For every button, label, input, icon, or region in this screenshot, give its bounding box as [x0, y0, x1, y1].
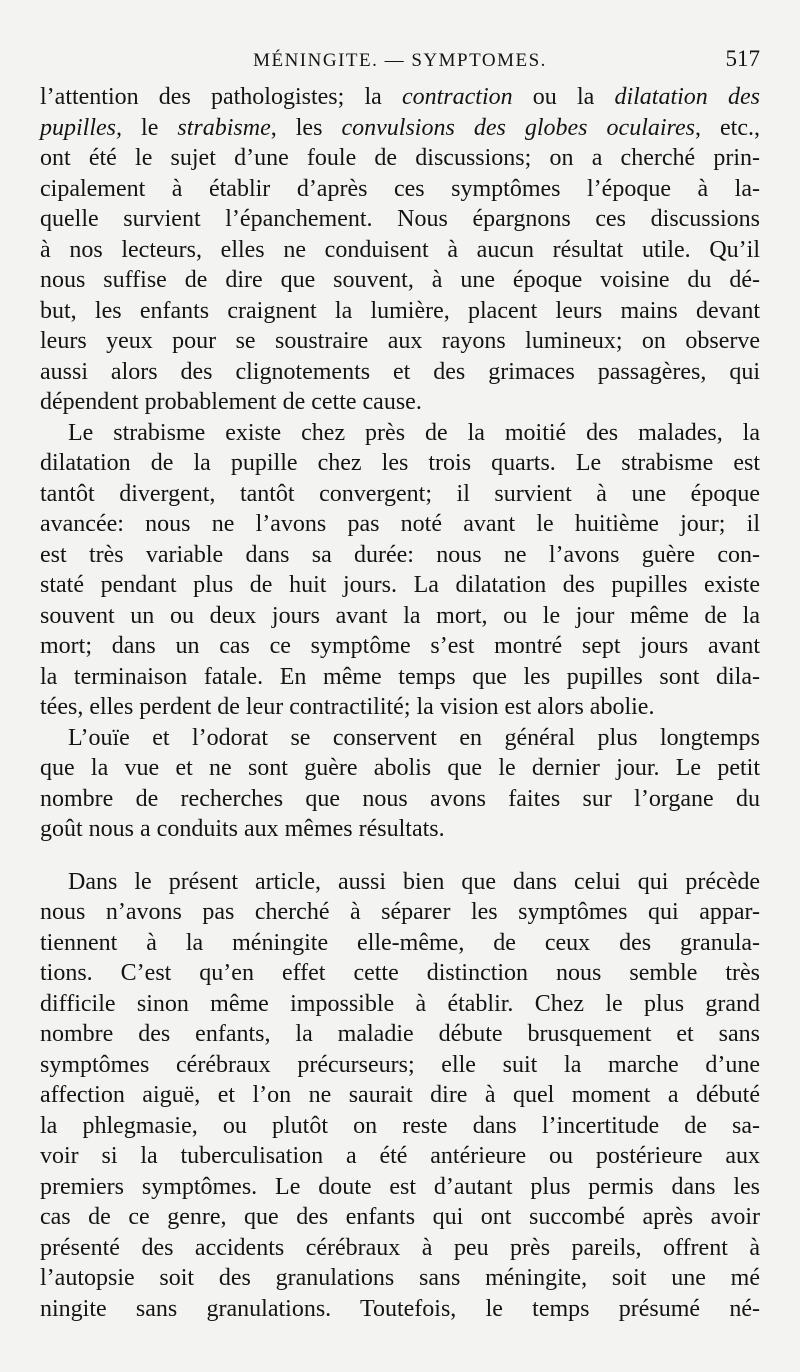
text-line: dilatation de la pupille chez les trois quarts. Le strabisme est [40, 450, 760, 476]
text-line: souvent un ou deux jours avant la mort, ou le jour même de la [40, 602, 760, 629]
text-line: voir si la tuberculisation a été antérieure ou postérieure aux [40, 1143, 760, 1169]
text-line: ont été le sujet d’une foule de discussions; on a cherché prin- [40, 145, 760, 171]
text-line: tées, elles perdent de leur contractilité; la vision est alors abolie. [40, 694, 655, 720]
text-line: nous n’avons pas cherché à séparer les symptômes qui appar- [40, 899, 760, 925]
text-line: dépendent probablement de cette cause. [40, 389, 422, 415]
text-line: symptômes cérébraux précurseurs; elle suit la marche d’une [40, 1051, 760, 1078]
emphasis: strabisme [177, 114, 271, 141]
text-line: tantôt divergent, tantôt convergent; il survient à une époque [40, 480, 760, 507]
paragraph-4 [40, 867, 760, 1325]
text-line: but, les enfants craignent la lumière, placent leurs mains devant [40, 297, 760, 324]
text-line: à nos lecteurs, elles ne conduisent à aucun résultat utile. Qu’il [40, 236, 760, 263]
text-line: cas de ce genre, que des enfants qui ont succombé après avoir [40, 1204, 760, 1230]
text-line: quelle survient l’épanchement. Nous épargnons ces discussions [40, 206, 760, 232]
text-line: ningite sans granulations. Toutefois, le temps présumé né- [40, 1295, 760, 1322]
text-line: tiennent à la méningite elle-même, de ceux des granula- [40, 929, 760, 956]
text-line: l’attention des pathologistes; la contraction ou la dilatation des [40, 84, 760, 110]
text-line: nombre des enfants, la maladie débute brusquement et sans [40, 1021, 760, 1047]
emphasis: convulsions des globes oculaires [341, 114, 695, 141]
text-line: tions. C’est qu’en effet cette distinction nous semble très [40, 960, 760, 986]
text-line: avancée: nous ne l’avons pas noté avant le huitième jour; il [40, 511, 760, 537]
text-line: premiers symptômes. Le doute est d’autant plus permis dans les [40, 1173, 760, 1200]
text-line: L’ouïe et l’odorat se conservent en général plus longtemps [68, 724, 760, 751]
page-number: 517 [725, 46, 760, 71]
text-line: que la vue et ne sont guère abolis que le dernier jour. Le petit [40, 755, 760, 781]
text-line: l’autopsie soit des granulations sans méningite, soit une mé [40, 1265, 760, 1291]
text-line: la phlegmasie, ou plutôt on reste dans l’incertitude de sa- [40, 1112, 760, 1139]
text-line: affection aiguë, et l’on ne saurait dire à quel moment a débuté [40, 1082, 760, 1108]
paragraph-1 [40, 82, 760, 418]
paragraph-3 [40, 723, 760, 845]
text-line: est très variable dans sa durée: nous ne l’avons guère con- [40, 541, 760, 568]
text-line: pupilles, le strabisme, les convulsions des globes oculaires, etc., [40, 114, 760, 141]
emphasis: dilatation des [614, 84, 760, 110]
paragraph-2 [40, 418, 760, 723]
text-line: Dans le présent article, aussi bien que dans celui qui précède [68, 868, 760, 895]
text-line: cipalement à établir d’après ces symptômes l’époque à la- [40, 175, 760, 202]
page-body [40, 82, 760, 1324]
text-line: staté pendant plus de huit jours. La dilatation des pupilles existe [40, 572, 760, 598]
text-line: difficile sinon même impossible à établir. Chez le plus grand [40, 990, 760, 1017]
text-line: mort; dans un cas ce symptôme s’est montré sept jours avant [40, 633, 760, 659]
emphasis: pupilles, [40, 114, 122, 141]
text-line: leurs yeux pour se soustraire aux rayons lumineux; on observe [40, 328, 760, 354]
text-line: la terminaison fatale. En même temps que les pupilles sont dila- [40, 663, 760, 690]
text-line: présenté des accidents cérébraux à peu près pareils, offrent à [40, 1234, 760, 1261]
text-line: goût nous a conduits aux mêmes résultats. [40, 816, 445, 842]
running-title: MÉNINGITE. — SYMPTOMES. [253, 50, 547, 71]
emphasis: contraction [401, 84, 513, 110]
text-line: nous suffise de dire que souvent, à une époque voisine du dé- [40, 267, 760, 293]
text-line: nombre de recherches que nous avons faites sur l’organe du [40, 785, 760, 812]
page-header [40, 46, 760, 78]
text-line: aussi alors des clignotements et des grimaces passagères, qui [40, 358, 760, 385]
section-gap [40, 845, 760, 867]
text-line: Le strabisme existe chez près de la moitié des malades, la [68, 419, 760, 446]
